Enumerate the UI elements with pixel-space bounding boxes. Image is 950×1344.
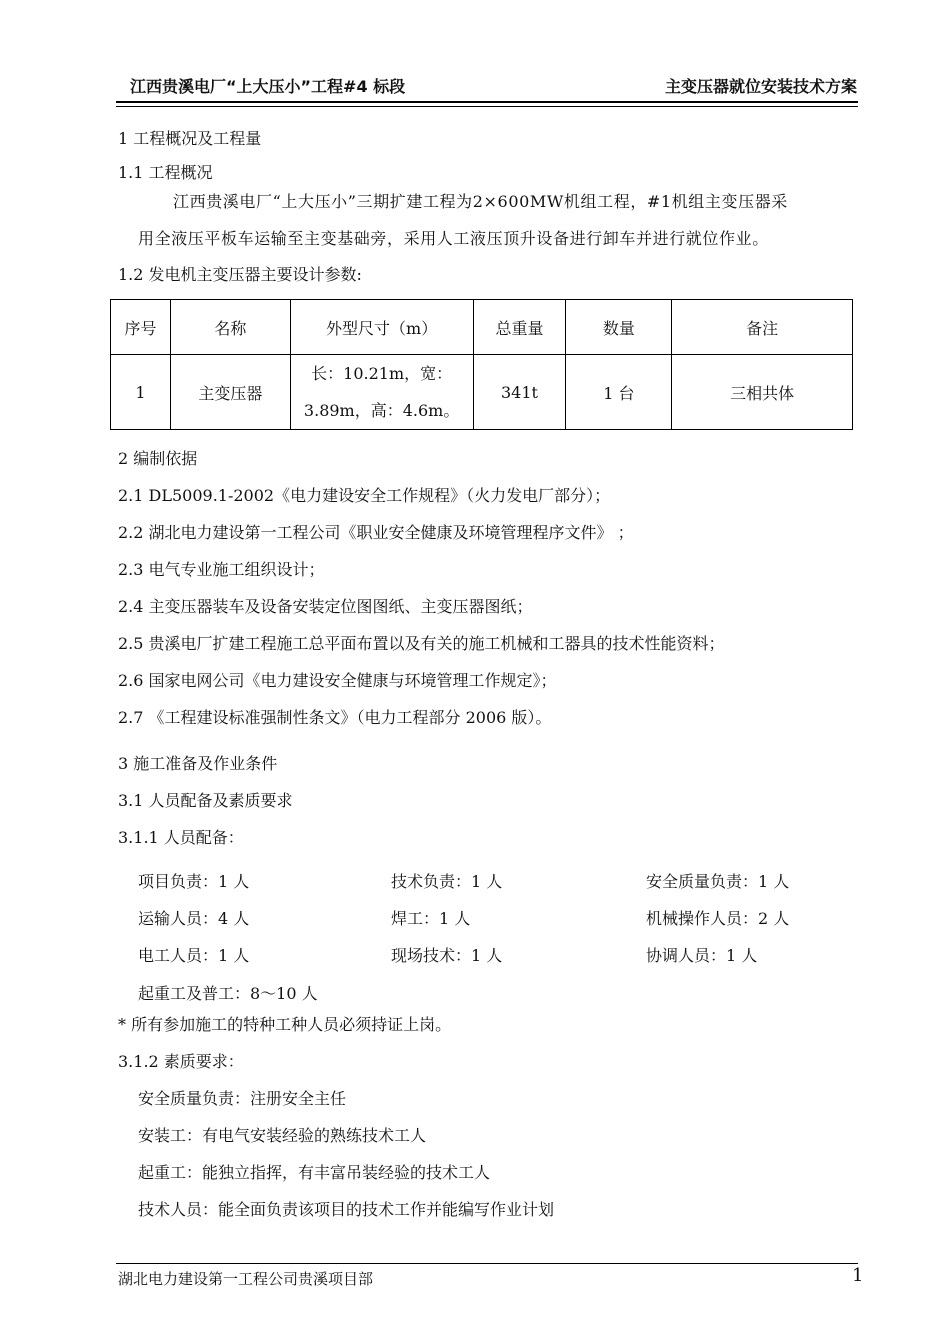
header-rule-thin [116, 106, 858, 107]
table-row [111, 355, 853, 430]
header-right-title: 主变压器就位安装技术方案 [664, 77, 857, 96]
list-item: 2.1 DL5009.1-2002《电力建设安全工作规程》（火力发电厂部分）； [118, 486, 611, 505]
page-number: 1 [852, 1265, 864, 1286]
table-header-cell: 序号 [111, 300, 171, 355]
section-1-1-title: 1.1 工程概况 [118, 163, 213, 182]
staff-item: 项目负责：1 人 [138, 872, 250, 891]
quality-item: 技术人员：能全面负责该项目的技术工作并能编写作业计划 [138, 1200, 555, 1219]
table-header-cell: 名称 [170, 300, 290, 355]
section-1-2-title: 1.2 发电机主变压器主要设计参数: [118, 265, 362, 284]
transformer-spec-table [110, 299, 853, 430]
table-header-cell: 外型尺寸（m） [290, 300, 473, 355]
quality-item: 安全质量负责：注册安全主任 [138, 1089, 347, 1108]
certification-note: * 所有参加施工的特种工种人员必须持证上岗。 [118, 1015, 452, 1034]
dimensions-line2: 3.89m，高：4.6m。 [303, 401, 460, 420]
list-item: 2.4 主变压器装车及设备安装定位图图纸、主变压器图纸； [118, 597, 533, 616]
section-3-1-2-title: 3.1.2 素质要求： [118, 1052, 244, 1071]
table-cell-remark: 三相共体 [672, 355, 853, 430]
staff-item: 焊工：1 人 [391, 909, 471, 928]
header-left-title: 江西贵溪电厂“上大压小”工程#4 标段 [130, 77, 406, 96]
list-item: 2.5 贵溪电厂扩建工程施工总平面布置以及有关的施工机械和工器具的技术性能资料； [118, 634, 725, 653]
table-header-cell: 总重量 [473, 300, 566, 355]
section-3-1-title: 3.1 人员配备及素质要求 [118, 791, 293, 810]
quality-item: 安装工：有电气安装经验的熟练技术工人 [138, 1126, 427, 1145]
list-item: 2.7 《工程建设标准强制性条文》（电力工程部分 2006 版）。 [118, 708, 552, 727]
header-rule-thick [116, 101, 858, 103]
staff-item: 技术负责：1 人 [391, 872, 503, 891]
staff-item: 现场技术：1 人 [391, 946, 503, 965]
table-cell-qty: 1 台 [566, 355, 672, 430]
dimensions-line1: 长：10.21m，宽： [311, 364, 453, 383]
table-cell-dimensions [290, 355, 473, 430]
list-item: 2.2 湖北电力建设第一工程公司《职业安全健康及环境管理程序文件》 ； [118, 523, 634, 542]
staff-item: 协调人员：1 人 [646, 946, 758, 965]
staff-item: 电工人员：1 人 [138, 946, 250, 965]
section-1-title: 1 工程概况及工程量 [118, 129, 262, 148]
table-header-row [111, 300, 853, 355]
table-cell-weight: 341t [473, 355, 566, 430]
section-3-title: 3 施工准备及作业条件 [118, 754, 278, 773]
section-2-title: 2 编制依据 [118, 449, 198, 468]
list-item: 2.6 国家电网公司《电力建设安全健康与环境管理工作规定》； [118, 671, 557, 690]
list-item: 2.3 电气专业施工组织设计； [118, 560, 325, 579]
section-1-1-para-line2: 用全液压平板车运输至主变基础旁，采用人工液压顶升设备进行卸车并进行就位作业。 [138, 229, 769, 248]
table-cell-no: 1 [111, 355, 171, 430]
footer-rule [116, 1263, 858, 1264]
section-3-1-1-title: 3.1.1 人员配备： [118, 828, 244, 847]
quality-item: 起重工：能独立指挥，有丰富吊装经验的技术工人 [138, 1163, 491, 1182]
staff-item: 机械操作人员：2 人 [646, 909, 790, 928]
section-1-1-para-line1: 江西贵溪电厂“上大压小”三期扩建工程为2×600MW机组工程，#1机组主变压器采 [173, 192, 788, 211]
table-cell-name: 主变压器 [170, 355, 290, 430]
staff-item-last: 起重工及普工：8～10 人 [138, 984, 318, 1003]
footer-company: 湖北电力建设第一工程公司贵溪项目部 [118, 1270, 374, 1288]
table-header-cell: 备注 [672, 300, 853, 355]
table-header-cell: 数量 [566, 300, 672, 355]
staff-item: 安全质量负责：1 人 [646, 872, 790, 891]
staff-item: 运输人员：4 人 [138, 909, 250, 928]
